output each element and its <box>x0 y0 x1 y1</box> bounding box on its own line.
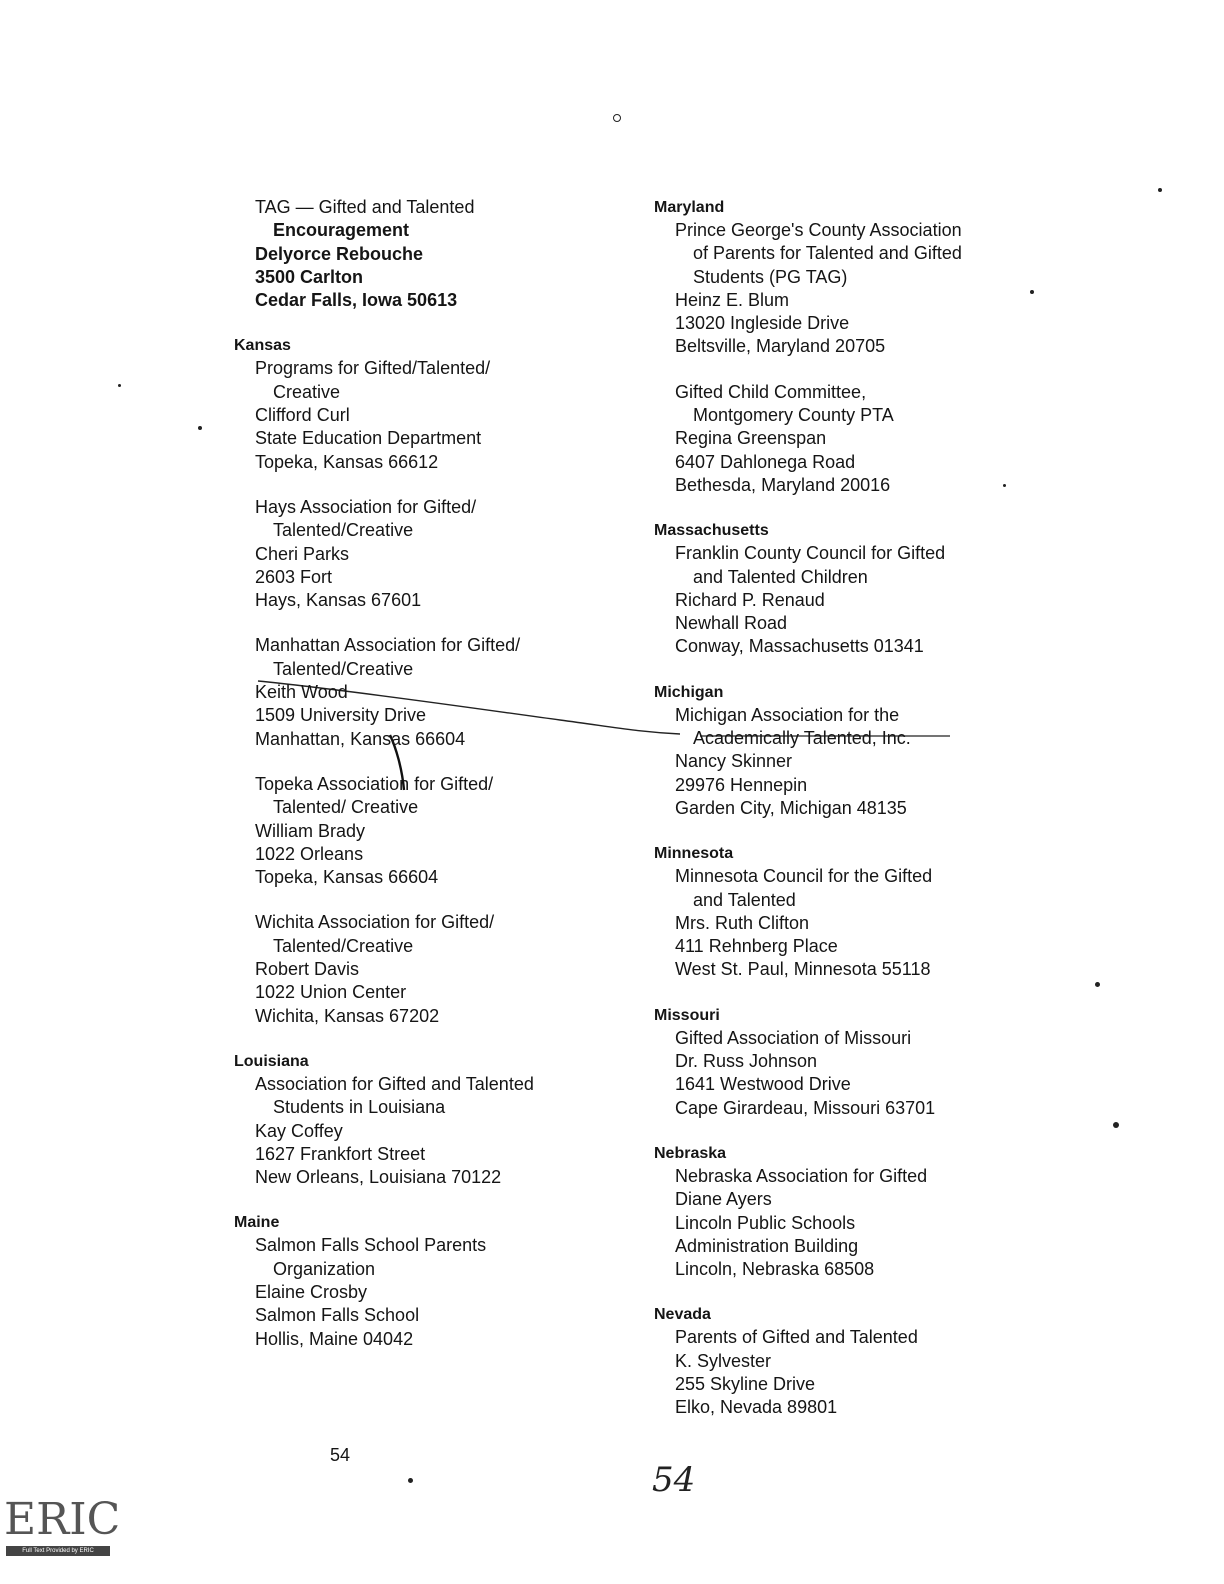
handwritten-page-number: 54 <box>652 1460 696 1500</box>
entry-line: Talented/Creative <box>273 520 414 541</box>
entry-line: Garden City, Michigan 48135 <box>675 797 907 818</box>
organization-name: Wichita Association for Gifted/ <box>255 912 495 933</box>
organization-name: Gifted Child Committee, <box>675 381 867 402</box>
entry-line: 1022 Union Center <box>255 982 407 1003</box>
organization-entry <box>675 1027 1034 1120</box>
organization-name: Franklin County Council for Gifted <box>675 543 946 564</box>
entry-line: New Orleans, Louisiana 70122 <box>255 1167 502 1188</box>
state-section <box>654 842 1034 981</box>
entry-line: 1627 Frankfort Street <box>255 1143 426 1164</box>
entry-line: Cheri Parks <box>255 543 350 564</box>
entry-line: Students in Louisiana <box>273 1097 446 1118</box>
right-column <box>654 196 1034 1420</box>
entry-line: Keith Wood <box>255 682 348 703</box>
organization-entry <box>675 704 1034 820</box>
organization-name: Salmon Falls School Parents <box>255 1235 487 1256</box>
scan-speck <box>1158 188 1162 192</box>
organization-entry <box>255 357 624 473</box>
entry-line: 29976 Hennepin <box>675 774 808 795</box>
state-heading: Maine <box>234 1214 280 1232</box>
organization-name: Association for Gifted and Talented <box>255 1073 534 1094</box>
state-section <box>654 1004 1034 1120</box>
state-heading: Nevada <box>654 1306 711 1324</box>
state-heading: Louisiana <box>234 1052 309 1070</box>
entry-line: Heinz E. Blum <box>675 289 790 310</box>
eric-logo-tagline: Full Text Provided by ERIC <box>6 1546 110 1556</box>
entry-line: and Talented <box>693 889 796 910</box>
scan-speck <box>613 114 621 122</box>
state-section <box>654 681 1034 820</box>
entry-line: Organization <box>273 1258 376 1279</box>
organization-name: Nebraska Association for Gifted <box>675 1165 928 1186</box>
organization-entry <box>255 496 624 612</box>
state-heading: Kansas <box>234 337 291 355</box>
organization-entry <box>255 1234 624 1350</box>
state-heading: Missouri <box>654 1006 720 1024</box>
state-heading: Massachusetts <box>654 522 769 540</box>
organization-entry <box>255 1073 624 1189</box>
entry-line: Academically Talented, Inc. <box>693 728 911 749</box>
entry-line: Cape Girardeau, Missouri 63701 <box>675 1097 936 1118</box>
entry-line: West St. Paul, Minnesota 55118 <box>675 959 931 980</box>
entry-line: Administration Building <box>675 1235 859 1256</box>
entry-line: 13020 Ingleside Drive <box>675 313 850 334</box>
scan-speck <box>408 1478 413 1483</box>
entry-line: Hollis, Maine 04042 <box>255 1328 414 1349</box>
state-section <box>654 196 1034 497</box>
entry-line: Talented/ Creative <box>273 797 419 818</box>
state-section <box>654 1142 1034 1281</box>
entry-line: Clifford Curl <box>255 405 350 426</box>
entry-line: Robert Davis <box>255 959 360 980</box>
organization-entry <box>255 773 624 889</box>
scan-speck <box>1030 290 1034 294</box>
organization-entry <box>255 196 624 312</box>
organization-entry <box>255 634 624 750</box>
eric-logo <box>4 1486 121 1566</box>
entry-line: Cedar Falls, Iowa 50613 <box>255 290 458 311</box>
entry-line: of Parents for Talented and Gifted <box>693 243 962 264</box>
entry-line: Lincoln, Nebraska 68508 <box>675 1259 875 1280</box>
entry-line: Lincoln Public Schools <box>675 1212 856 1233</box>
state-heading: Michigan <box>654 683 724 701</box>
page-number: 54 <box>330 1445 351 1465</box>
state-section <box>234 1050 624 1189</box>
organization-name: Topeka Association for Gifted/ <box>255 773 494 794</box>
entry-line: Elaine Crosby <box>255 1281 368 1302</box>
entry-line: Manhattan, Kansas 66604 <box>255 728 466 749</box>
entry-line: Beltsville, Maryland 20705 <box>675 336 886 357</box>
entry-line: Kay Coffey <box>255 1120 343 1141</box>
entry-line: 3500 Carlton <box>255 266 364 287</box>
entry-line: Creative <box>273 381 341 402</box>
scan-speck <box>1113 1122 1119 1128</box>
entry-line: 1641 Westwood Drive <box>675 1074 851 1095</box>
organization-entry <box>675 381 1034 497</box>
entry-line: Mrs. Ruth Clifton <box>675 912 810 933</box>
organization-entry <box>675 1165 1034 1281</box>
entry-line: Montgomery County PTA <box>693 405 894 426</box>
organization-name: Programs for Gifted/Talented/ <box>255 358 491 379</box>
entry-line: Topeka, Kansas 66604 <box>255 867 439 888</box>
entry-line: Regina Greenspan <box>675 428 827 449</box>
entry-line: 2603 Fort <box>255 566 333 587</box>
scan-speck <box>118 384 121 387</box>
scan-speck <box>1003 484 1006 487</box>
organization-name: TAG — Gifted and Talented <box>255 197 475 217</box>
organization-entry <box>675 865 1034 981</box>
entry-line: Nancy Skinner <box>675 751 793 772</box>
organization-name: Michigan Association for the <box>675 704 900 725</box>
state-section <box>234 196 624 312</box>
state-heading: Maryland <box>654 199 725 216</box>
entry-line: Newhall Road <box>675 613 788 634</box>
entry-line: 255 Skyline Drive <box>675 1373 816 1394</box>
entry-line: Salmon Falls School <box>255 1305 420 1326</box>
entry-line: Wichita, Kansas 67202 <box>255 1005 440 1026</box>
scan-speck <box>198 426 202 430</box>
state-section <box>654 519 1034 658</box>
organization-entry <box>675 1326 1034 1419</box>
left-column <box>234 196 624 1351</box>
entry-line: K. Sylvester <box>675 1350 772 1371</box>
entry-line: Students (PG TAG) <box>693 266 848 287</box>
entry-line: Talented/Creative <box>273 658 414 679</box>
entry-line: Conway, Massachusetts 01341 <box>675 636 924 657</box>
organization-name: Parents of Gifted and Talented <box>675 1327 918 1348</box>
state-section <box>234 1211 624 1350</box>
organization-name: Prince George's County Association <box>675 220 962 240</box>
entry-line: 1509 University Drive <box>255 705 427 726</box>
entry-line: Hays, Kansas 67601 <box>255 590 422 611</box>
organization-name: Gifted Association of Missouri <box>675 1027 912 1048</box>
entry-line: Talented/Creative <box>273 935 414 956</box>
scan-speck <box>1095 982 1100 987</box>
organization-entry <box>675 542 1034 658</box>
entry-line: Dr. Russ Johnson <box>675 1051 818 1072</box>
organization-name: Manhattan Association for Gifted/ <box>255 635 521 656</box>
organization-entry <box>675 219 1034 359</box>
organization-entry <box>255 911 624 1027</box>
entry-line: 1022 Orleans <box>255 843 364 864</box>
entry-line: 6407 Dahlonega Road <box>675 451 856 472</box>
state-heading: Minnesota <box>654 845 734 863</box>
organization-name: Minnesota Council for the Gifted <box>675 866 933 887</box>
entry-line: State Education Department <box>255 428 482 449</box>
state-section <box>234 334 624 1027</box>
organization-name: Hays Association for Gifted/ <box>255 496 477 517</box>
entry-line: Bethesda, Maryland 20016 <box>675 474 891 495</box>
state-heading: Nebraska <box>654 1144 727 1162</box>
entry-line: Richard P. Renaud <box>675 589 825 610</box>
eric-logo-letters: ERIC <box>4 1494 121 1545</box>
entry-line: Encouragement <box>273 220 410 241</box>
entry-line: Diane Ayers <box>675 1189 772 1210</box>
entry-line: Elko, Nevada 89801 <box>675 1397 838 1418</box>
entry-line: 411 Rehnberg Place <box>675 936 838 957</box>
entry-line: William Brady <box>255 820 366 841</box>
state-section <box>654 1303 1034 1419</box>
entry-line: Topeka, Kansas 66612 <box>255 451 439 472</box>
entry-line: Delyorce Rebouche <box>255 243 424 264</box>
entry-line: and Talented Children <box>693 566 868 587</box>
